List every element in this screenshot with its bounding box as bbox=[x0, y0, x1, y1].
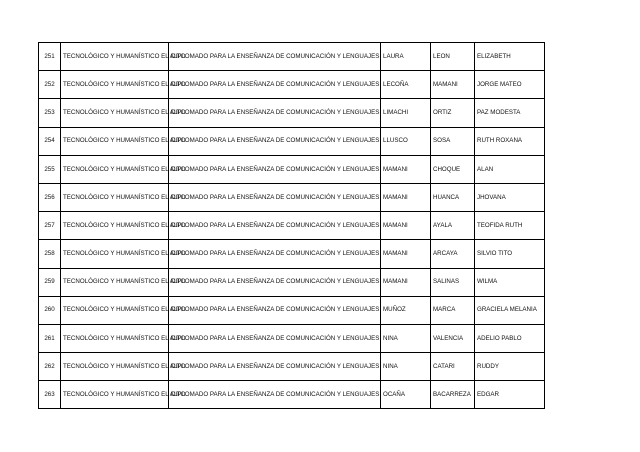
institution-cell: TECNOLÓGICO Y HUMANÍSTICO EL ALTO bbox=[61, 353, 169, 381]
institution-cell: TECNOLÓGICO Y HUMANÍSTICO EL ALTO bbox=[61, 71, 169, 99]
institution-cell: TECNOLÓGICO Y HUMANÍSTICO EL ALTO bbox=[61, 183, 169, 211]
row-number: 254 bbox=[39, 127, 61, 155]
institution-cell: TECNOLÓGICO Y HUMANÍSTICO EL ALTO bbox=[61, 155, 169, 183]
second-surname-cell: MARCA bbox=[431, 296, 475, 324]
given-names-cell: JHOVANA bbox=[475, 183, 545, 211]
table-row bbox=[39, 240, 545, 268]
table-row bbox=[39, 268, 545, 296]
row-number: 251 bbox=[39, 43, 61, 71]
given-names-cell: JORGE MATEO bbox=[475, 71, 545, 99]
program-cell: DIPLOMADO PARA LA ENSEÑANZA DE COMUNICACIÓN Y LENGUAJES bbox=[169, 381, 381, 409]
institution-cell: TECNOLÓGICO Y HUMANÍSTICO EL ALTO bbox=[61, 99, 169, 127]
given-names-cell: ADELIO PABLO bbox=[475, 324, 545, 352]
institution-cell: TECNOLÓGICO Y HUMANÍSTICO EL ALTO bbox=[61, 240, 169, 268]
given-names-cell: EDGAR bbox=[475, 381, 545, 409]
row-number: 259 bbox=[39, 268, 61, 296]
second-surname-cell: SOSA bbox=[431, 127, 475, 155]
table-row bbox=[39, 324, 545, 352]
row-number: 257 bbox=[39, 212, 61, 240]
given-names-cell: ALAN bbox=[475, 155, 545, 183]
row-number: 263 bbox=[39, 381, 61, 409]
row-number: 258 bbox=[39, 240, 61, 268]
first-surname-cell: NINA bbox=[381, 353, 431, 381]
second-surname-cell: CHOQUE bbox=[431, 155, 475, 183]
program-cell: DIPLOMADO PARA LA ENSEÑANZA DE COMUNICACIÓN Y LENGUAJES bbox=[169, 71, 381, 99]
second-surname-cell: ARCAYA bbox=[431, 240, 475, 268]
row-number: 261 bbox=[39, 324, 61, 352]
given-names-cell: SILVIO TITO bbox=[475, 240, 545, 268]
second-surname-cell: HUANCA bbox=[431, 183, 475, 211]
given-names-cell: GRACIELA MELANIA bbox=[475, 296, 545, 324]
second-surname-cell: VALENCIA bbox=[431, 324, 475, 352]
first-surname-cell: MAMANI bbox=[381, 212, 431, 240]
given-names-cell: PAZ MODESTA bbox=[475, 99, 545, 127]
table-row bbox=[39, 71, 545, 99]
table-row bbox=[39, 212, 545, 240]
program-cell: DIPLOMADO PARA LA ENSEÑANZA DE COMUNICACIÓN Y LENGUAJES bbox=[169, 155, 381, 183]
program-cell: DIPLOMADO PARA LA ENSEÑANZA DE COMUNICACIÓN Y LENGUAJES bbox=[169, 268, 381, 296]
row-number: 253 bbox=[39, 99, 61, 127]
first-surname-cell: MAMANI bbox=[381, 183, 431, 211]
second-surname-cell: ORTIZ bbox=[431, 99, 475, 127]
table-row bbox=[39, 99, 545, 127]
program-cell: DIPLOMADO PARA LA ENSEÑANZA DE COMUNICACIÓN Y LENGUAJES bbox=[169, 212, 381, 240]
row-number: 252 bbox=[39, 71, 61, 99]
program-cell: DIPLOMADO PARA LA ENSEÑANZA DE COMUNICACIÓN Y LENGUAJES bbox=[169, 127, 381, 155]
table-row bbox=[39, 127, 545, 155]
table-row bbox=[39, 296, 545, 324]
second-surname-cell: SALINAS bbox=[431, 268, 475, 296]
row-number: 256 bbox=[39, 183, 61, 211]
second-surname-cell: AYALA bbox=[431, 212, 475, 240]
first-surname-cell: NINA bbox=[381, 324, 431, 352]
table-row bbox=[39, 155, 545, 183]
program-cell: DIPLOMADO PARA LA ENSEÑANZA DE COMUNICACIÓN Y LENGUAJES bbox=[169, 353, 381, 381]
program-cell: DIPLOMADO PARA LA ENSEÑANZA DE COMUNICACIÓN Y LENGUAJES bbox=[169, 43, 381, 71]
program-cell: DIPLOMADO PARA LA ENSEÑANZA DE COMUNICACIÓN Y LENGUAJES bbox=[169, 324, 381, 352]
program-cell: DIPLOMADO PARA LA ENSEÑANZA DE COMUNICACIÓN Y LENGUAJES bbox=[169, 240, 381, 268]
second-surname-cell: BACARREZA bbox=[431, 381, 475, 409]
table-body bbox=[39, 43, 545, 409]
table-row bbox=[39, 43, 545, 71]
given-names-cell: WILMA bbox=[475, 268, 545, 296]
first-surname-cell: LIMACHI bbox=[381, 99, 431, 127]
given-names-cell: RUDDY bbox=[475, 353, 545, 381]
row-number: 262 bbox=[39, 353, 61, 381]
given-names-cell: ELIZABETH bbox=[475, 43, 545, 71]
institution-cell: TECNOLÓGICO Y HUMANÍSTICO EL ALTO bbox=[61, 324, 169, 352]
first-surname-cell: MAMANI bbox=[381, 240, 431, 268]
participants-table bbox=[38, 42, 545, 409]
table-row bbox=[39, 381, 545, 409]
second-surname-cell: LEON bbox=[431, 43, 475, 71]
row-number: 260 bbox=[39, 296, 61, 324]
given-names-cell: RUTH ROXANA bbox=[475, 127, 545, 155]
institution-cell: TECNOLÓGICO Y HUMANÍSTICO EL ALTO bbox=[61, 212, 169, 240]
institution-cell: TECNOLÓGICO Y HUMANÍSTICO EL ALTO bbox=[61, 268, 169, 296]
first-surname-cell: MUÑOZ bbox=[381, 296, 431, 324]
second-surname-cell: CATARI bbox=[431, 353, 475, 381]
institution-cell: TECNOLÓGICO Y HUMANÍSTICO EL ALTO bbox=[61, 381, 169, 409]
first-surname-cell: LLUSCO bbox=[381, 127, 431, 155]
second-surname-cell: MAMANI bbox=[431, 71, 475, 99]
first-surname-cell: LECOÑA bbox=[381, 71, 431, 99]
row-number: 255 bbox=[39, 155, 61, 183]
institution-cell: TECNOLÓGICO Y HUMANÍSTICO EL ALTO bbox=[61, 127, 169, 155]
table-row bbox=[39, 183, 545, 211]
program-cell: DIPLOMADO PARA LA ENSEÑANZA DE COMUNICACIÓN Y LENGUAJES bbox=[169, 99, 381, 127]
first-surname-cell: MAMANI bbox=[381, 155, 431, 183]
first-surname-cell: OCAÑA bbox=[381, 381, 431, 409]
institution-cell: TECNOLÓGICO Y HUMANÍSTICO EL ALTO bbox=[61, 43, 169, 71]
table-row bbox=[39, 353, 545, 381]
first-surname-cell: MAMANI bbox=[381, 268, 431, 296]
given-names-cell: TEOFIDA RUTH bbox=[475, 212, 545, 240]
institution-cell: TECNOLÓGICO Y HUMANÍSTICO EL ALTO bbox=[61, 296, 169, 324]
program-cell: DIPLOMADO PARA LA ENSEÑANZA DE COMUNICACIÓN Y LENGUAJES bbox=[169, 296, 381, 324]
first-surname-cell: LAURA bbox=[381, 43, 431, 71]
program-cell: DIPLOMADO PARA LA ENSEÑANZA DE COMUNICACIÓN Y LENGUAJES bbox=[169, 183, 381, 211]
